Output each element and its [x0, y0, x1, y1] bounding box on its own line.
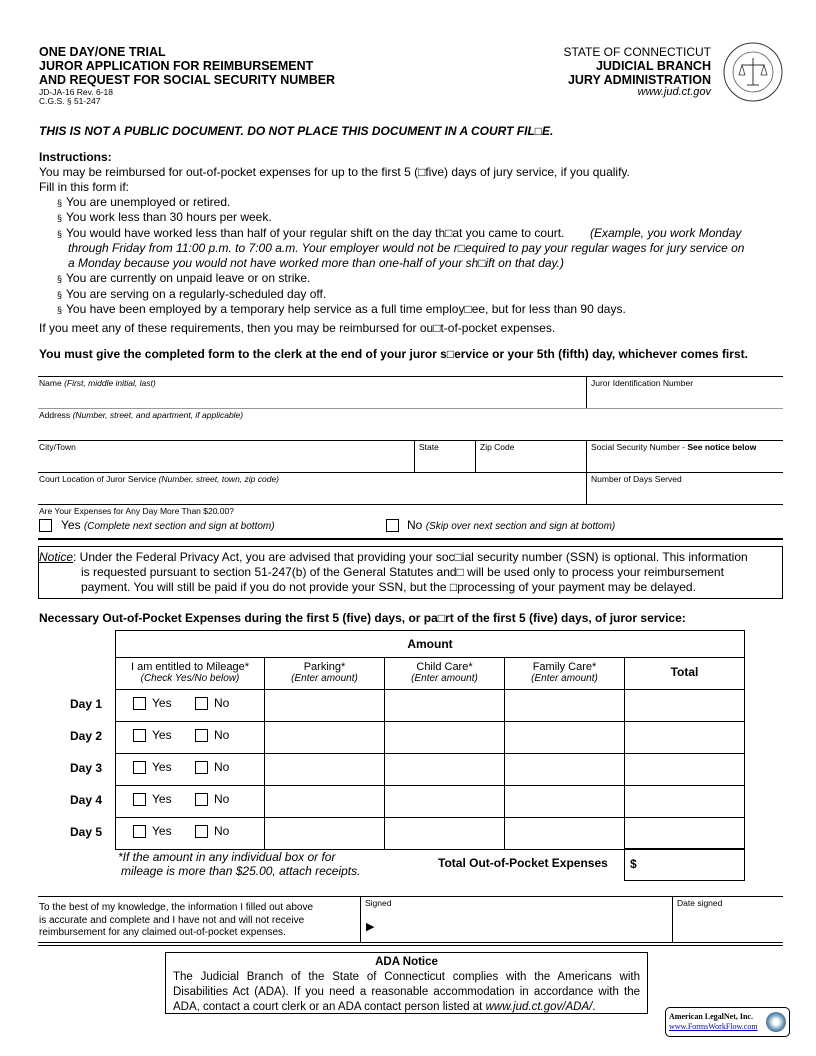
name-field[interactable]: Name (First, middle initial, last) [39, 378, 156, 388]
court-location-field[interactable]: Court Location of Juror Service (Number, street, town, zip code) [39, 474, 280, 484]
mileage-yes-checkbox[interactable] [133, 761, 146, 774]
statute: C.G.S. § 51-247 [39, 96, 101, 106]
signature-field[interactable] [362, 910, 670, 940]
zip-field[interactable]: Zip Code [480, 442, 515, 452]
state-name: STATE OF CONNECTICUT [563, 45, 711, 59]
signed-label: Signed [365, 898, 392, 908]
receipt-footnote: *If the amount in any individual box or for mileage is more than $25.00, attach receipts. [118, 850, 361, 878]
qualification-item: You are currently on unpaid leave or on strike. [66, 271, 311, 285]
example-line-2: through Friday from 11:00 p.m. to 7:00 a.m. Your employer would not be r□equired to pay your regular wages for jury service on [68, 241, 745, 255]
bullet-icon: § [57, 274, 63, 284]
mileage-yes-checkbox[interactable] [133, 793, 146, 806]
mileage-no-checkbox[interactable] [195, 793, 208, 806]
bullet-icon: § [57, 290, 63, 300]
total-input[interactable] [624, 817, 745, 850]
ada-line-1: The Judicial Branch of the State of Connecticut complies with the Americans with [173, 971, 640, 983]
ada-notice-box [165, 952, 648, 1014]
expenses-question: Are Your Expenses for Any Day More Than $20.00? [39, 506, 234, 516]
state-field[interactable]: State [419, 442, 439, 452]
column-header: I am entitled to Mileage* (Check Yes/No below) [115, 657, 265, 690]
date-signed-field[interactable]: Date signed [677, 898, 723, 908]
total-expenses-field[interactable]: $ [624, 848, 745, 881]
mileage-no-label: No [214, 824, 230, 838]
expenses-yes-checkbox[interactable] [39, 519, 52, 532]
qualification-item: You are serving on a regularly-scheduled day off. [66, 287, 327, 301]
day-label: Day 3 [70, 761, 103, 775]
instructions-intro: You may be reimbursed for out-of-pocket expenses for up to the first 5 (□five) days of jury service, if you qualify. [39, 165, 630, 179]
mileage-no-checkbox[interactable] [195, 825, 208, 838]
mileage-no-label: No [214, 728, 230, 742]
address-field[interactable]: Address (Number, street, and apartment, if applicable) [39, 410, 244, 420]
total-input[interactable] [624, 689, 745, 722]
child-care-input[interactable] [384, 689, 505, 722]
child-care-input[interactable] [384, 785, 505, 818]
column-header: Family Care* (Enter amount) [504, 657, 625, 690]
juror-id-field[interactable]: Juror Identification Number [591, 378, 694, 388]
qualification-item: You work less than 30 hours per week. [66, 210, 272, 224]
child-care-input[interactable] [384, 753, 505, 786]
deadline-notice: You must give the completed form to the clerk at the end of your juror s□ervice or your 5th (fifth) day, whichever comes first. [39, 347, 748, 361]
mileage-yes-checkbox[interactable] [133, 825, 146, 838]
mileage-yes-label: Yes [152, 824, 172, 838]
example-line-1: (Example, you work Monday [590, 226, 742, 240]
privacy-notice-line-3: payment. You will still be paid if you do not provide your SSN, but the □processing of your payment may be delayed. [81, 580, 696, 594]
expenses-no-checkbox[interactable] [386, 519, 399, 532]
form-title-line-3: AND REQUEST FOR SOCIAL SECURITY NUMBER [39, 73, 336, 87]
legalnet-logo: American LegalNet, Inc. www.FormsWorkFlow.com [665, 1007, 790, 1037]
parking-input[interactable] [264, 817, 385, 850]
globe-icon [766, 1012, 786, 1032]
mileage-no-label: No [214, 696, 230, 710]
ada-line-3: ADA, contact a court clerk or an ADA contact person listed at www.jud.ct.gov/ADA/. [173, 1001, 596, 1013]
form-title-line-2: JUROR APPLICATION FOR REIMBURSEMENT [39, 59, 314, 73]
expenses-heading: Necessary Out-of-Pocket Expenses during the first 5 (five) days, or pa□rt of the first 5 (five) days, of juror service: [39, 611, 686, 625]
day-label: Day 1 [70, 697, 103, 711]
judicial-seal-icon [722, 41, 784, 103]
mileage-no-label: No [214, 792, 230, 806]
mileage-yes-label: Yes [152, 728, 172, 742]
formsworkflow-link[interactable]: www.FormsWorkFlow.com [669, 1022, 758, 1031]
ada-link[interactable]: www.jud.ct.gov/ADA/ [485, 1001, 593, 1013]
not-public-warning: THIS IS NOT A PUBLIC DOCUMENT. DO NOT PLACE THIS DOCUMENT IN A COURT FIL□E. [39, 124, 554, 138]
privacy-notice-line-1: Notice: Under the Federal Privacy Act, you are advised that providing your soc□ial security number (SSN) is optional. This information [39, 550, 748, 564]
child-care-input[interactable] [384, 721, 505, 754]
expenses-no-label: No (Skip over next section and sign at bottom) [407, 518, 616, 532]
days-served-field[interactable]: Number of Days Served [591, 474, 682, 484]
attestation-text: To the best of my knowledge, the information I filled out above is accurate and complete and I have not and will not receive reimbursement for any claimed out-of-pocket expenses. [39, 902, 314, 938]
family-care-input[interactable] [504, 689, 625, 722]
branch-name: JUDICIAL BRANCH [595, 59, 711, 73]
total-input[interactable] [624, 721, 745, 754]
parking-input[interactable] [264, 689, 385, 722]
mileage-no-checkbox[interactable] [195, 761, 208, 774]
example-line-3: a Monday because you would not have worked more than one-half of your sh□ift on that day.) [68, 256, 564, 270]
fill-in-if: Fill in this form if: [39, 180, 130, 194]
ada-line-2: Disabilities Act (ADA). If you need a reasonable accommodation in accordance with the [173, 986, 640, 998]
family-care-input[interactable] [504, 817, 625, 850]
amount-header: Amount [115, 630, 745, 658]
instructions-heading: Instructions: [39, 150, 112, 164]
bullet-icon: § [57, 229, 63, 239]
privacy-notice-line-2: is requested pursuant to section 51-247(b) of the General Statutes and□ will be used only to process your reimbursement [81, 565, 724, 579]
form-number: JD-JA-16 Rev. 6-18 [39, 87, 114, 97]
child-care-input[interactable] [384, 817, 505, 850]
parking-input[interactable] [264, 753, 385, 786]
mileage-yes-checkbox[interactable] [133, 729, 146, 742]
day-label: Day 4 [70, 793, 103, 807]
qualification-item: You would have worked less than half of your regular shift on the day th□at you came to court. [66, 226, 565, 240]
instructions-conclusion: If you meet any of these requirements, then you may be reimbursed for ou□t-of-pocket expenses. [39, 321, 556, 335]
form-title-line-1: ONE DAY/ONE TRIAL [39, 45, 166, 59]
column-header: Total [624, 657, 745, 690]
division-name: JURY ADMINISTRATION [567, 73, 711, 87]
parking-input[interactable] [264, 785, 385, 818]
total-input[interactable] [624, 753, 745, 786]
family-care-input[interactable] [504, 721, 625, 754]
bullet-icon: § [57, 305, 63, 315]
qualification-item: You are unemployed or retired. [66, 195, 231, 209]
family-care-input[interactable] [504, 785, 625, 818]
total-input[interactable] [624, 785, 745, 818]
city-field[interactable]: City/Town [39, 442, 76, 452]
signature-arrow-icon: ▶ [366, 921, 375, 933]
website: www.jud.ct.gov [637, 86, 711, 98]
bullet-icon: § [57, 198, 63, 208]
column-header: Parking* (Enter amount) [264, 657, 385, 690]
bullet-icon: § [57, 213, 63, 223]
mileage-no-label: No [214, 760, 230, 774]
mileage-yes-label: Yes [152, 696, 172, 710]
mileage-yes-label: Yes [152, 760, 172, 774]
mileage-no-checkbox[interactable] [195, 697, 208, 710]
column-header: Child Care* (Enter amount) [384, 657, 505, 690]
mileage-yes-label: Yes [152, 792, 172, 806]
parking-input[interactable] [264, 721, 385, 754]
mileage-yes-checkbox[interactable] [133, 697, 146, 710]
ssn-field[interactable]: Social Security Number - See notice below [591, 442, 757, 452]
expenses-yes-label: Yes (Complete next section and sign at bottom) [61, 518, 275, 532]
day-label: Day 2 [70, 729, 103, 743]
total-label: Total Out-of-Pocket Expenses [438, 856, 608, 870]
mileage-no-checkbox[interactable] [195, 729, 208, 742]
day-label: Day 5 [70, 825, 103, 839]
qualification-item: You have been employed by a temporary help service as a full time employ□ee, but for less than 90 days. [66, 302, 626, 316]
family-care-input[interactable] [504, 753, 625, 786]
ada-title: ADA Notice [375, 956, 438, 968]
